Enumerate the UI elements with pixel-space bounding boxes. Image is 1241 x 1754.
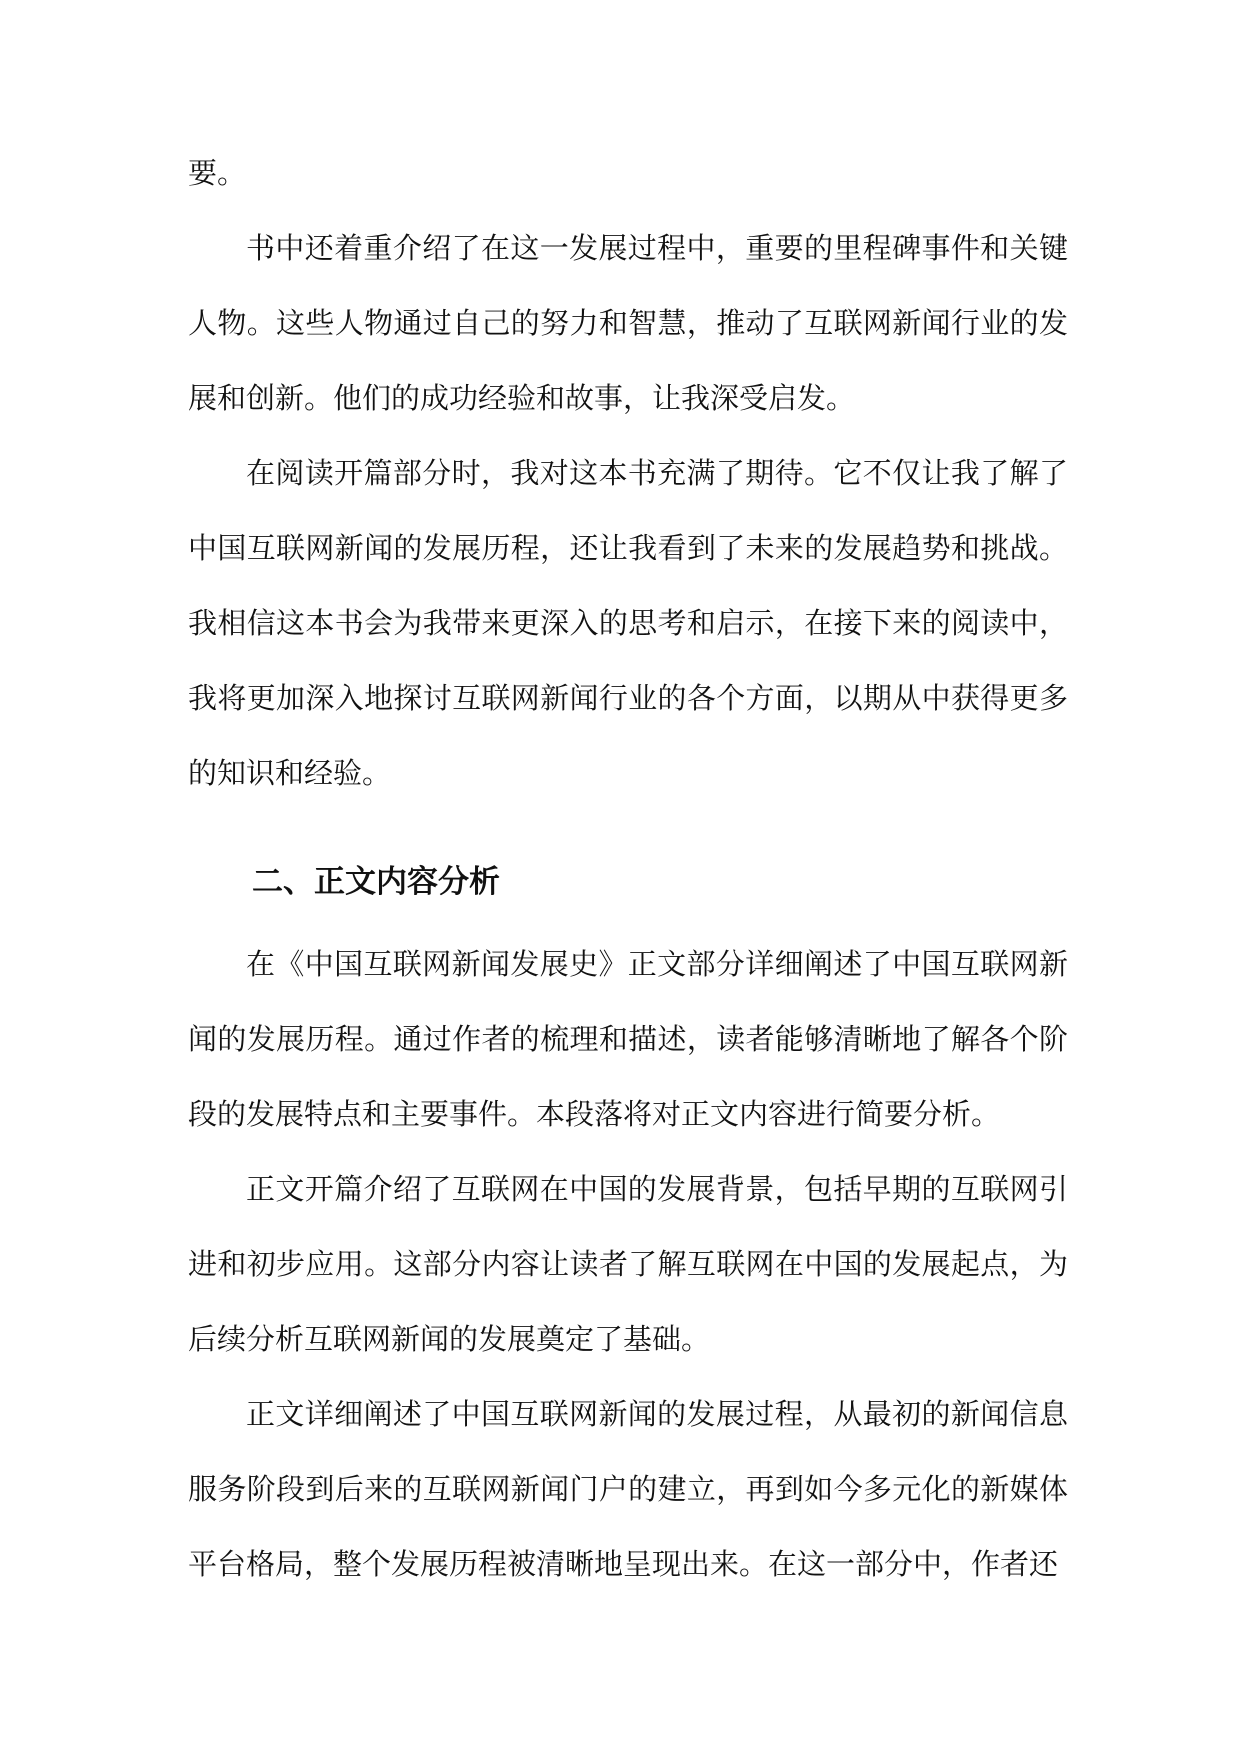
section-heading: 二、正文内容分析: [252, 864, 500, 900]
paragraph-development: 正文详细阐述了中国互联网新闻的发展过程，从最初的新闻信息服务阶段到后来的互联网新闻门户的建立，再到如今多元化的新媒体平台格局，整个发展历程被清晰地呈现出来。在这一部分中，作者还: [188, 1397, 1068, 1581]
paragraph-overview: 在《中国互联网新闻发展史》正文部分详细阐述了中国互联网新闻的发展历程。通过作者的梳理和描述，读者能够清晰地了解各个阶段的发展特点和主要事件。本段落将对正文内容进行简要分析。: [188, 947, 1068, 1131]
paragraph-continuation: 要。: [188, 156, 247, 190]
section-two-body: [188, 927, 1068, 1602]
paragraph-background: 正文开篇介绍了互联网在中国的发展背景，包括早期的互联网引进和初步应用。这部分内容让读者了解互联网在中国的发展起点，为后续分析互联网新闻的发展奠定了基础。: [188, 1172, 1068, 1356]
paragraph-milestones: 书中还着重介绍了在这一发展过程中，重要的里程碑事件和关键人物。这些人物通过自己的努力和智慧，推动了互联网新闻行业的发展和创新。他们的成功经验和故事，让我深受启发。: [188, 231, 1068, 415]
top-section: [188, 136, 1068, 811]
paragraph-expectations: 在阅读开篇部分时，我对这本书充满了期待。它不仅让我了解了中国互联网新闻的发展历程，还让我看到了未来的发展趋势和挑战。我相信这本书会为我带来更深入的思考和启示，在接下来的阅读中，我将更加深入地探讨互联网新闻行业的各个方面，以期从中获得更多的知识和经验。: [188, 456, 1068, 790]
